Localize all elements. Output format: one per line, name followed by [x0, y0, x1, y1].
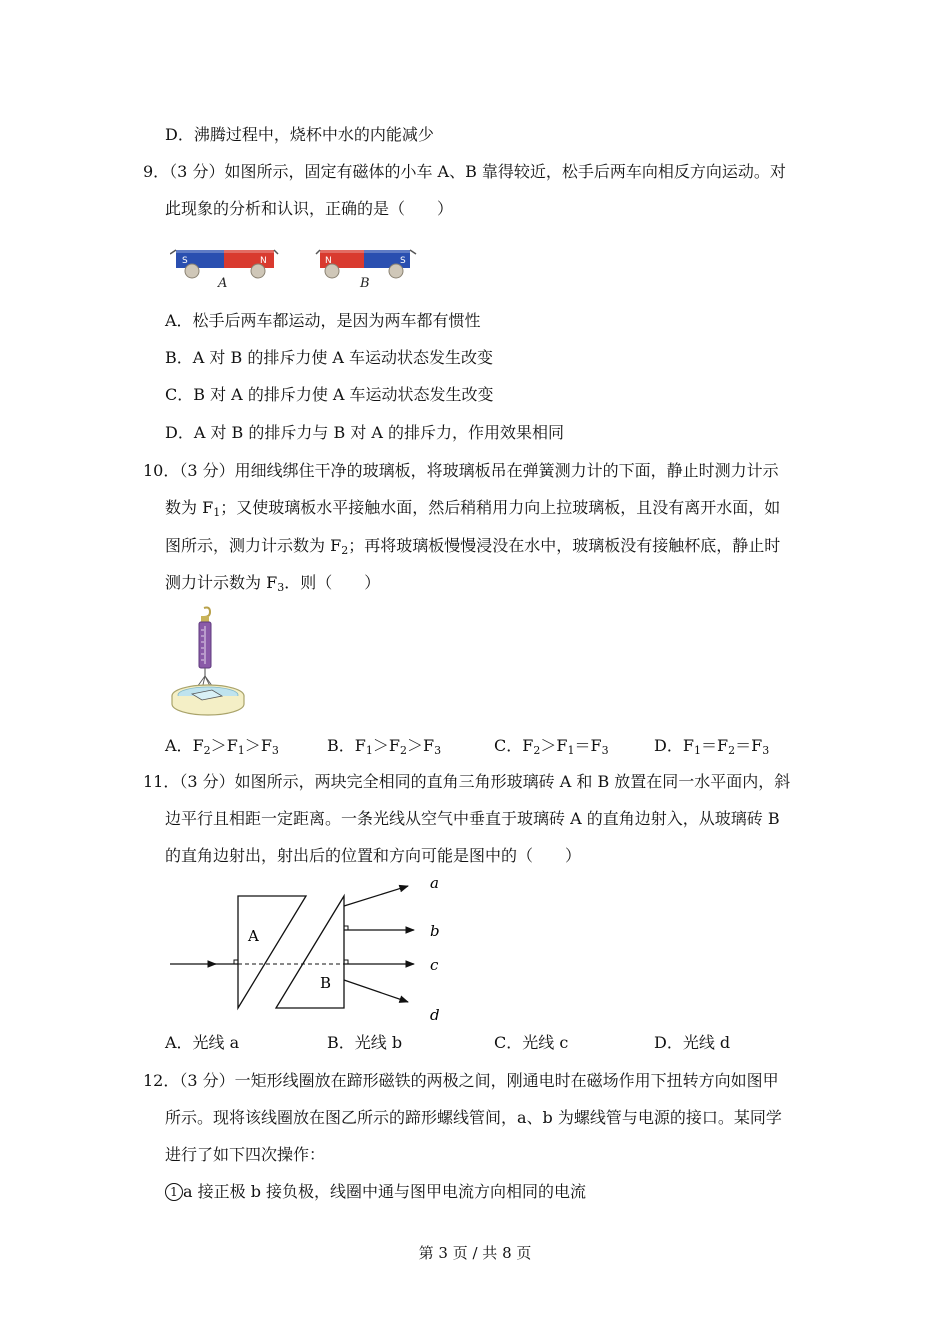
car-a-pole-s: S [182, 256, 188, 266]
q9-option-b: B．A 对 B 的排斥力使 A 车运动状态发生改变 [165, 348, 494, 367]
q9-stem-line2: 此现象的分析和认识，正确的是（ ） [165, 199, 454, 218]
ray-a-label: a [430, 874, 439, 892]
q11-option-b: B．光线 b [327, 1033, 403, 1052]
prism-b [276, 896, 344, 1008]
q11-option-d: D．光线 d [654, 1033, 731, 1052]
q11-prism-figure [168, 874, 458, 1024]
ray-a [344, 886, 408, 906]
q10-option-b: B．$F_1>F_2>F_3$ [327, 736, 442, 757]
q11-stem-line2: 边平行且相距一定距离。一条光线从空气中垂直于玻璃砖 A 的直角边射入，从玻璃砖 B [165, 809, 780, 828]
q10-option-c: C．$F_2>F_1=F_3$ [494, 736, 609, 757]
q10-stem-line3: 图所示，测力计示数为 $F_2$；再将玻璃板慢慢浸没在水中，玻璃板没有接触杯底，静止时 [165, 536, 781, 557]
q12-stem-line1: 12．（3 分）一矩形线圈放在蹄形磁铁的两极之间，刚通电时在磁场作用下扭转方向如图甲 [143, 1071, 779, 1090]
ray-d [344, 980, 408, 1002]
q10-spring-scale-figure [170, 606, 250, 718]
car-b-pole-s: S [400, 256, 406, 266]
page-footer: 第 3 页 / 共 8 页 [418, 1244, 532, 1262]
q9-option-c: C．B 对 A 的排斥力使 A 车运动状态发生改变 [165, 385, 494, 404]
q9-magnet-cars-figure [170, 240, 420, 292]
ray-b-label: b [430, 922, 440, 940]
circled-number-1: 1 [165, 1183, 183, 1201]
ray-c-label: c [430, 956, 439, 974]
q10-stem-line1: 10．（3 分）用细线绑住干净的玻璃板，将玻璃板吊在弹簧测力计的下面，静止时测力计示 [143, 461, 779, 480]
q9-option-a: A．松手后两车都运动，是因为两车都有惯性 [165, 311, 481, 330]
car-a [170, 250, 278, 291]
q11-stem-line1: 11．（3 分）如图所示，两块完全相同的直角三角形玻璃砖 A 和 B 放置在同一水平面内，斜 [143, 772, 791, 791]
prism-a-label: A [248, 927, 259, 945]
prism-a [238, 896, 306, 1008]
prism-b-label: B [320, 974, 332, 992]
q9-option-d: D．A 对 B 的排斥力与 B 对 A 的排斥力，作用效果相同 [165, 423, 565, 442]
q10-option-d: D．$F_1=F_2=F_3$ [654, 736, 770, 757]
q12-operation-1: 1 a 接正极 b 接负极，线圈中通与图甲电流方向相同的电流 [165, 1181, 586, 1203]
car-b [316, 250, 416, 291]
car-a-pole-n: N [260, 256, 267, 266]
q10-stem-line4: 测力计示数为 $F_3$．则（ ） [165, 573, 381, 594]
car-b-pole-n: N [325, 256, 332, 266]
q8-option-d: D．沸腾过程中，烧杯中水的内能减少 [165, 125, 434, 144]
q9-stem-line1: 9．（3 分）如图所示，固定有磁体的小车 A、B 靠得较近，松手后两车向相反方向运动。对 [143, 162, 786, 181]
q12-stem-line2: 所示。现将该线圈放在图乙所示的蹄形螺线管间，a、b 为螺线管与电源的接口。某同学 [165, 1108, 782, 1127]
q10-option-a: A．$F_2>F_1>F_3$ [165, 736, 279, 757]
q11-stem-line3: 的直角边射出，射出后的位置和方向可能是图中的（ ） [165, 846, 582, 865]
q12-stem-line3: 进行了如下四次操作： [165, 1145, 326, 1164]
q11-option-c: C．光线 c [494, 1033, 569, 1052]
q11-option-a: A．光线 a [165, 1033, 240, 1052]
ray-d-label: d [430, 1006, 440, 1024]
q10-stem-line2: 数为 $F_1$；又使玻璃板水平接触水面，然后稍稍用力向上拉玻璃板，且没有离开水面，如 [165, 498, 781, 519]
car-a-label: A [218, 276, 228, 291]
car-b-label: B [360, 276, 370, 291]
